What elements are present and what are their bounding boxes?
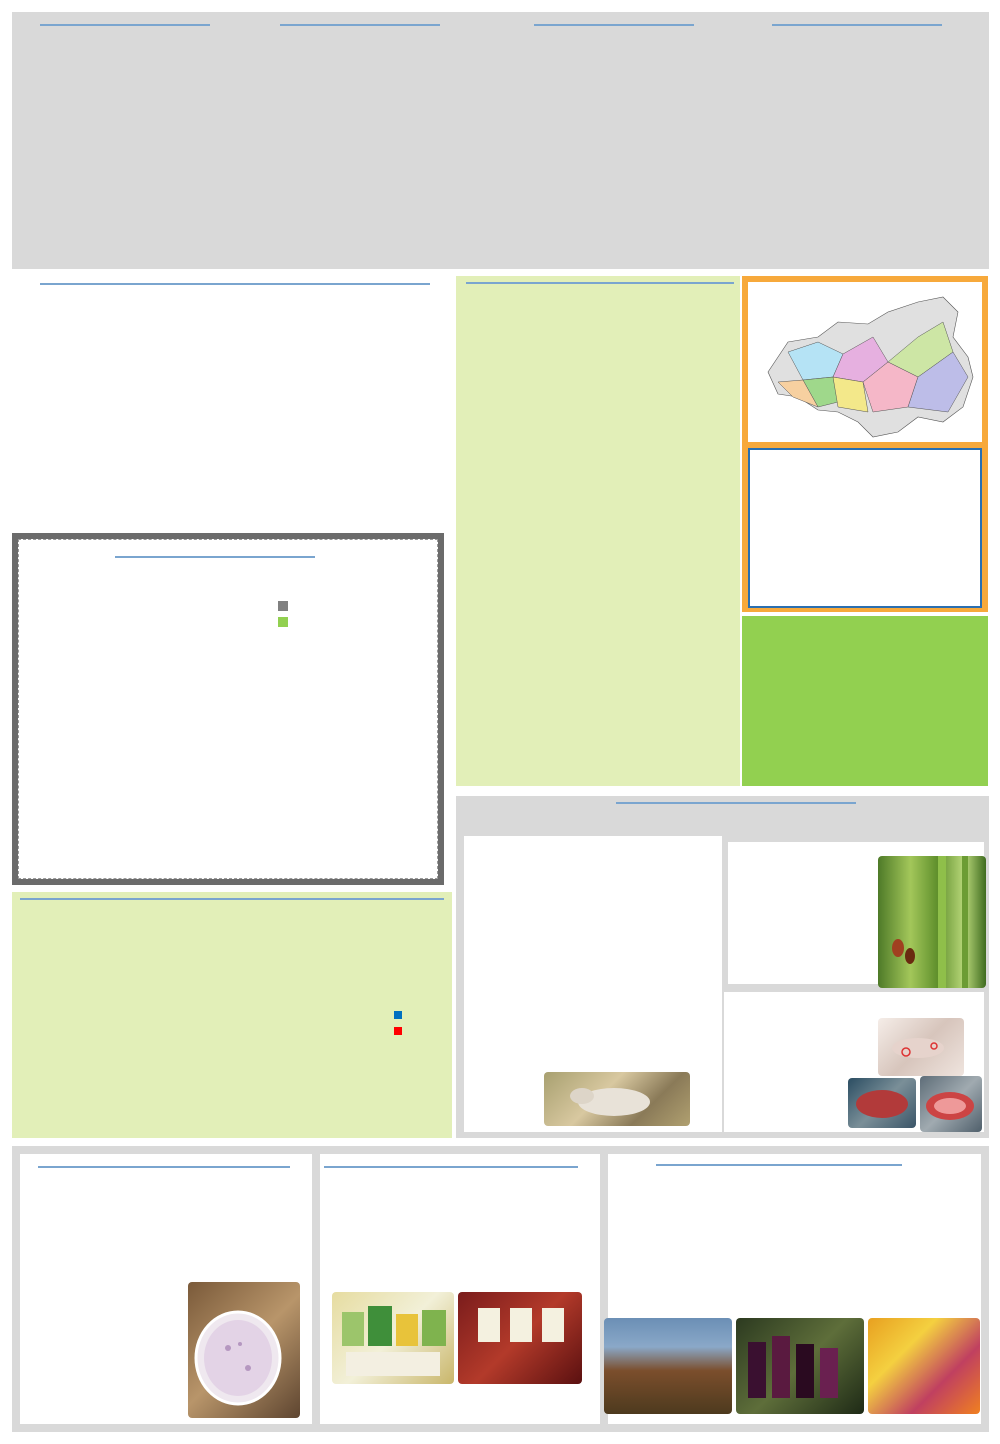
parasite-icon [878, 1018, 964, 1076]
budget-panel [12, 892, 452, 1138]
corn-plant-icon [878, 856, 986, 988]
tour-photo-2 [736, 1318, 864, 1414]
top-pies-svg [12, 12, 989, 269]
cow-icon [544, 1072, 690, 1126]
jar-icon [458, 1300, 582, 1350]
province-map-icon [748, 282, 982, 442]
water-charts [12, 533, 444, 885]
product-pack-icon [332, 1292, 454, 1384]
mulberry-products-icon [736, 1318, 864, 1414]
otop-photo-2 [458, 1292, 582, 1384]
province-panel [742, 276, 988, 612]
top-pie-panel [12, 12, 989, 269]
fish-icon [848, 1078, 916, 1128]
water-panel [12, 533, 444, 885]
disease-title [616, 802, 856, 804]
fish-photo-2 [848, 1078, 916, 1128]
tour-title [656, 1164, 902, 1166]
fish-photo-3 [920, 1076, 982, 1132]
tour-photo-1 [604, 1318, 732, 1414]
taro-icon [188, 1282, 300, 1418]
fish-photo-1 [878, 1018, 964, 1076]
province-name-panel [742, 616, 988, 786]
efficiency-title [40, 283, 430, 285]
taro-photo [188, 1282, 300, 1418]
province-desc-box [748, 448, 982, 608]
efficiency-chart [12, 316, 444, 536]
bottom-panel [12, 1146, 989, 1432]
otop-photo-1 [332, 1292, 454, 1384]
tour-photo-3 [868, 1318, 980, 1414]
province-map [748, 282, 982, 442]
efficiency-panel [12, 276, 444, 526]
cow-photo [544, 1072, 690, 1126]
tilapia-icon [920, 1076, 982, 1132]
disease-panel [456, 796, 989, 1138]
budget-chart [12, 892, 452, 1138]
gi-title [38, 1166, 290, 1168]
standard-pies [456, 276, 740, 786]
plant-photo [878, 856, 986, 988]
standard-panel [456, 276, 740, 786]
otop-title [324, 1166, 578, 1168]
